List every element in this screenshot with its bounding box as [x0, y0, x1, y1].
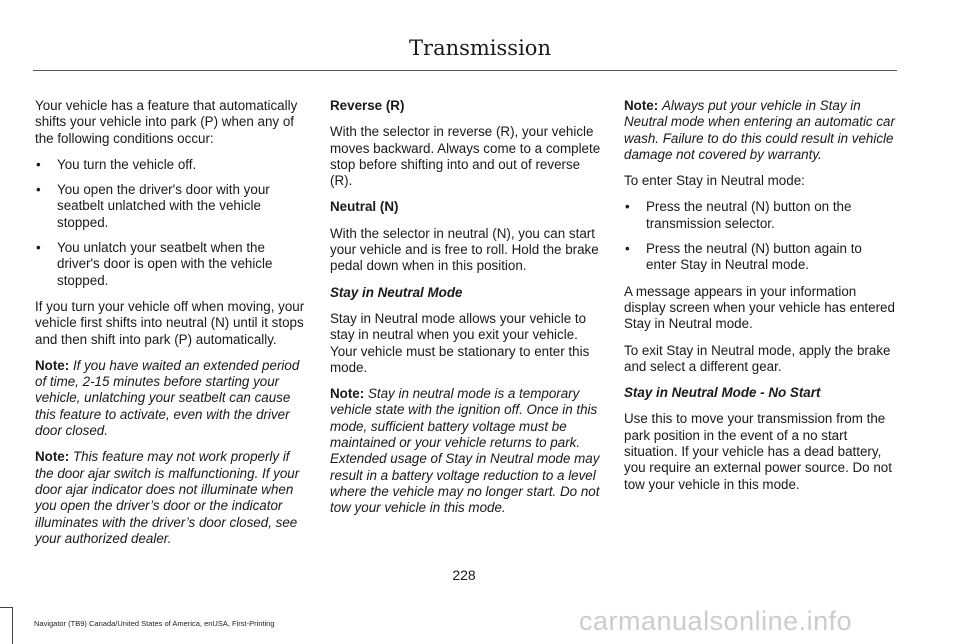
bullet-icon: •: [36, 240, 41, 256]
right-column: [624, 98, 896, 503]
no-start-paragraph: Use this to move your transmission from the park position in the event of a no start situation. If your vehicle has a dead battery, you require an external power source. Do not tow your vehicle in this mode.: [624, 411, 892, 492]
list-item: • You turn the vehicle off.: [36, 156, 197, 172]
bullet-icon: •: [625, 199, 630, 215]
heading-reverse: Reverse (R): [330, 98, 405, 113]
bullet-icon: •: [36, 182, 41, 198]
neutral-paragraph: With the selector in neutral (N), you can start your vehicle and is free to roll. Hold the brake pedal down when in this position.: [330, 225, 599, 274]
watermark: carmanualsonline.info: [579, 606, 853, 636]
crop-mark: [0, 607, 13, 644]
heading-neutral: Neutral (N): [330, 199, 399, 215]
list-item: • Press the neutral (N) button again to enter Stay in Neutral mode.: [625, 241, 862, 273]
page-number: 228: [452, 567, 476, 583]
bullet-icon: •: [625, 241, 630, 257]
reverse-paragraph: With the selector in reverse (R), your vehicle moves backward. Always come to a complete stop before shifting into and out of reverse (R).: [330, 124, 601, 189]
left-column: [35, 98, 307, 557]
enter-mode-paragraph: To enter Stay in Neutral mode:: [624, 173, 805, 189]
park-conditions-list: [35, 157, 307, 289]
note-temporary-state: Note: Stay in neutral mode is a temporary vehicle state with the ignition off. Once in this mode, sufficient battery voltage must be maintained or your vehicle returns to park. Extended usage of Stay in Neutral mode may result in a battery voltage reduction to a level where the vehicle may no longer start. Do not tow your vehicle in this mode.: [330, 386, 600, 516]
heading-stay-in-neutral: Stay in Neutral Mode: [330, 284, 463, 300]
list-item: • You unlatch your seatbelt when the driver's door is open with the vehicle stopped.: [36, 240, 273, 288]
intro-paragraph: Your vehicle has a feature that automatically shifts your vehicle into park (P) when any of the following conditions occur:: [35, 98, 298, 146]
heading-no-start: Stay in Neutral Mode - No Start: [624, 385, 821, 401]
enter-steps-list: [624, 199, 896, 273]
list-item: • You open the driver's door with your seatbelt unlatched with the vehicle stopped.: [36, 182, 270, 230]
note-door-ajar: Note: This feature may not work properly if the door ajar switch is malfunctioning. If your door ajar indicator does not illuminate when you open the driver’s door or the indicator illuminates with the driver’s door closed, see your authorized dealer.: [35, 449, 300, 546]
message-paragraph: A message appears in your information display screen when your vehicle has entered Stay in Neutral mode.: [624, 283, 895, 332]
exit-mode-paragraph: To exit Stay in Neutral mode, apply the brake and select a different gear.: [624, 342, 891, 374]
middle-column: [330, 98, 602, 527]
bullet-icon: •: [36, 156, 41, 172]
list-item: • Press the neutral (N) button on the transmission selector.: [625, 199, 852, 231]
turn-off-paragraph: If you turn your vehicle off when moving, your vehicle first shifts into neutral (N) until it stops and then shift into park (P) automatically.: [35, 298, 305, 347]
stay-in-neutral-paragraph: Stay in Neutral mode allows your vehicle to stay in neutral when you exit your vehicle. Your vehicle must be stationary to enter this mode.: [330, 310, 590, 375]
note-car-wash: Note: Always put your vehicle in Stay in Neutral mode when entering an automatic car wash. Failure to do this could result in vehicle damage not covered by warranty.: [624, 98, 895, 162]
page-title: Transmission: [409, 36, 551, 60]
document-info: Navigator (TB9) Canada/United States of America, enUSA, First-Printing: [34, 619, 275, 628]
note-extended-period: Note: If you have waited an extended period of time, 2-15 minutes before starting your vehicle, unlatching your seatbelt can cause this feature to activate, even with the driver door closed.: [35, 357, 300, 439]
header-divider: [33, 70, 897, 71]
